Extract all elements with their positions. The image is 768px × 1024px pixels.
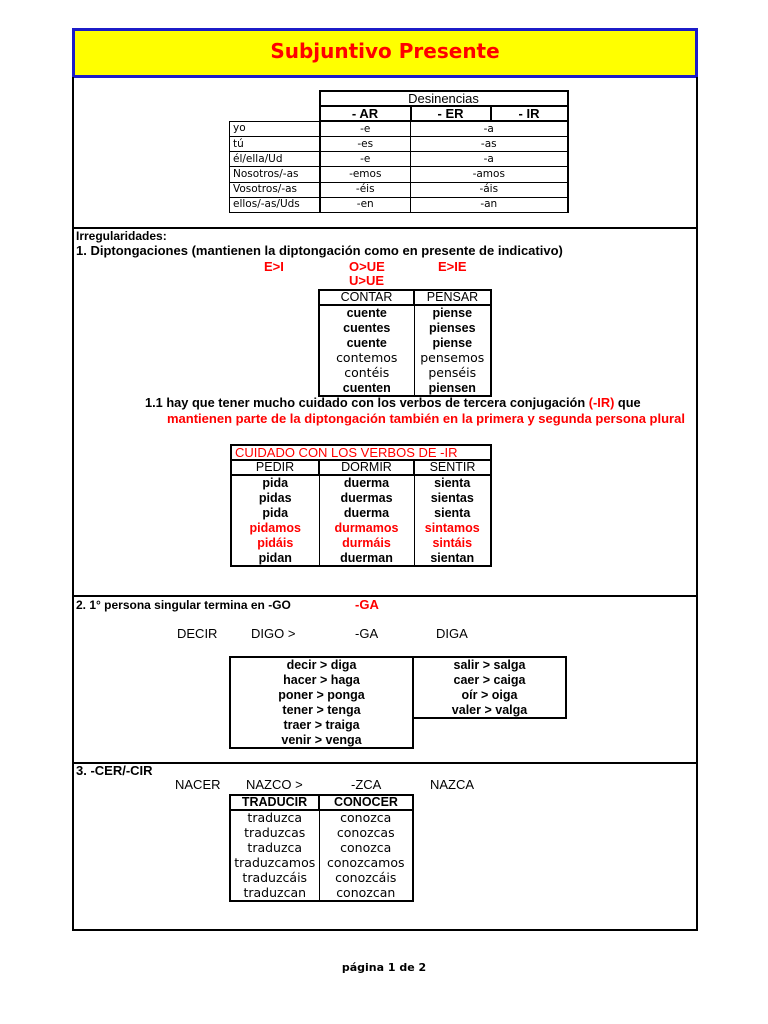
list-item: traer > traiga	[283, 718, 360, 732]
stem-change-label: O>UE	[349, 259, 385, 274]
list-item: tener > tenga	[282, 703, 361, 717]
stem-change-label: E>I	[264, 259, 284, 274]
table-row	[319, 351, 491, 366]
person-label: Nosotros/-as	[230, 167, 320, 182]
conjugation-cell: pida	[231, 505, 319, 520]
conjugation-cell: piense	[414, 305, 491, 320]
ending-er-ir: -as	[411, 137, 568, 152]
table-row	[230, 886, 413, 901]
example-infinitive: NACER	[175, 777, 221, 792]
example-subjunctive: NAZCA	[430, 777, 475, 792]
conjugation-cell: traduzcas	[230, 825, 319, 840]
example-subjunctive: DIGA	[436, 626, 468, 641]
conjugation-cell: sientas	[414, 490, 491, 505]
table-row	[231, 505, 491, 520]
column-header-contar: CONTAR	[319, 290, 414, 305]
table-row	[319, 320, 491, 335]
conjugation-cell: durmáis	[319, 536, 414, 551]
desinencias-table	[229, 90, 569, 213]
conjugation-cell: traduzca	[230, 840, 319, 855]
conjugation-cell: sientan	[414, 551, 491, 566]
conjugation-cell: conozcas	[319, 825, 413, 840]
table-row	[230, 856, 413, 871]
stem-change-label: U>UE	[349, 273, 385, 288]
conjugation-cell: conozca	[319, 840, 413, 855]
ending-er-ir: -a	[411, 121, 568, 136]
diptongaciones-title: 1. Diptongaciones (mantienen la diptongación como en presente de indicativo)	[76, 243, 563, 258]
conjugation-cell: sintáis	[414, 536, 491, 551]
ir-verbs-note	[145, 396, 641, 410]
column-header-ir: - IR	[491, 106, 568, 121]
conjugation-cell: duerma	[319, 475, 414, 490]
conjugation-cell: pidas	[231, 490, 319, 505]
conjugation-cell: duerman	[319, 551, 414, 566]
stem-change-label: E>IE	[438, 259, 467, 274]
ending-ar: -e	[320, 152, 411, 167]
conjugation-cell: duerma	[319, 505, 414, 520]
ending-ar: -en	[320, 197, 411, 212]
table-row	[230, 167, 568, 182]
table-row	[231, 536, 491, 551]
ending-er-ir: -an	[411, 197, 568, 212]
desinencias-header: Desinencias	[320, 91, 568, 106]
conjugation-cell: conozcáis	[319, 871, 413, 886]
conjugation-cell: sienta	[414, 505, 491, 520]
conjugation-cell: traduzca	[230, 810, 319, 825]
table-row	[231, 521, 491, 536]
person-label: él/ella/Ud	[230, 152, 320, 167]
conjugation-cell: cuente	[319, 335, 414, 350]
example-ending: -GA	[355, 626, 379, 641]
conjugation-cell: durmamos	[319, 521, 414, 536]
table-row	[319, 335, 491, 350]
column-header-sentir: SENTIR	[414, 460, 491, 475]
go-verbs-list-left	[229, 656, 414, 749]
conjugation-cell: penséis	[414, 366, 491, 381]
column-header-ar: - AR	[320, 106, 411, 121]
ending-er-ir: -a	[411, 152, 568, 167]
go-section-title: 2. 1° persona singular termina en -GO	[76, 598, 291, 612]
example-present: DIGO >	[251, 626, 296, 641]
conjugation-cell: pensemos	[414, 351, 491, 366]
ending-er-ir: -áis	[411, 182, 568, 197]
conjugation-cell: cuentes	[319, 320, 414, 335]
ending-ar: -e	[320, 121, 411, 136]
page-number: página 1 de 2	[341, 961, 427, 974]
conjugation-cell: cuenten	[319, 381, 414, 396]
column-header-er: - ER	[411, 106, 491, 121]
cer-cir-section-title: 3. -CER/-CIR	[76, 763, 153, 778]
table-row	[231, 490, 491, 505]
list-item: poner > ponga	[278, 688, 365, 702]
contar-pensar-table	[318, 289, 492, 397]
conjugation-cell: sienta	[414, 475, 491, 490]
list-item: caer > caiga	[453, 673, 526, 687]
page-title: Subjuntivo Presente	[270, 38, 500, 63]
table-row	[230, 137, 568, 152]
ending-ar: -emos	[320, 167, 411, 182]
conjugation-cell: piense	[414, 335, 491, 350]
conjugation-cell: pidamos	[231, 521, 319, 536]
conjugation-cell: pida	[231, 475, 319, 490]
ir-table-caption: CUIDADO CON LOS VERBOS DE -IR	[231, 445, 491, 460]
table-row	[230, 871, 413, 886]
go-verbs-list-right	[412, 656, 567, 719]
conjugation-cell: conozcan	[319, 886, 413, 901]
conjugation-cell: traduzcamos	[230, 856, 319, 871]
ending-er-ir: -amos	[411, 167, 568, 182]
example-infinitive: DECIR	[177, 626, 218, 641]
conjugation-cell: piensen	[414, 381, 491, 396]
table-row	[230, 810, 413, 825]
list-item: oír > oiga	[461, 688, 518, 702]
column-header-pensar: PENSAR	[414, 290, 491, 305]
note-highlight: (-IR)	[588, 395, 615, 410]
list-item: decir > diga	[286, 658, 357, 672]
person-label: tú	[230, 137, 320, 152]
table-row	[230, 825, 413, 840]
title-banner	[72, 28, 698, 78]
column-header-conocer: CONOCER	[319, 795, 413, 810]
empty-cell	[230, 106, 320, 121]
table-row	[319, 366, 491, 381]
table-row	[231, 475, 491, 490]
table-row	[319, 305, 491, 320]
table-row	[230, 152, 568, 167]
empty-cell	[230, 91, 320, 106]
example-ending: -ZCA	[351, 777, 382, 792]
conjugation-cell: pidan	[231, 551, 319, 566]
column-header-traducir: TRADUCIR	[230, 795, 319, 810]
table-row	[231, 551, 491, 566]
table-row	[230, 121, 568, 136]
section-divider	[72, 762, 698, 764]
conjugation-cell: contemos	[319, 351, 414, 366]
list-item: salir > salga	[453, 658, 526, 672]
ir-verbs-note-line2: mantienen parte de la diptongación también en la primera y segunda persona plural	[167, 411, 685, 426]
person-label: Vosotros/-as	[230, 182, 320, 197]
person-label: yo	[230, 121, 320, 136]
conjugation-cell: traduzcan	[230, 886, 319, 901]
go-ending-label: -GA	[355, 597, 379, 612]
note-text: 1.1 hay que tener mucho cuidado con los verbos de tercera conjugación	[145, 395, 589, 410]
section-heading: Irregularidades:	[76, 229, 167, 243]
conjugation-cell: conozca	[319, 810, 413, 825]
conjugation-cell: pidáis	[231, 536, 319, 551]
list-item: valer > valga	[451, 703, 528, 717]
table-row	[319, 381, 491, 396]
ending-ar: -éis	[320, 182, 411, 197]
column-header-dormir: DORMIR	[319, 460, 414, 475]
column-header-pedir: PEDIR	[231, 460, 319, 475]
ending-ar: -es	[320, 137, 411, 152]
conjugation-cell: sintamos	[414, 521, 491, 536]
table-row	[230, 197, 568, 212]
example-present: NAZCO >	[246, 777, 303, 792]
person-label: ellos/-as/Uds	[230, 197, 320, 212]
conjugation-cell: duermas	[319, 490, 414, 505]
section-divider	[72, 595, 698, 597]
table-row	[230, 840, 413, 855]
table-row	[230, 182, 568, 197]
note-text: que	[614, 395, 641, 410]
conjugation-cell: contéis	[319, 366, 414, 381]
conjugation-cell: cuente	[319, 305, 414, 320]
ir-verbs-table	[230, 444, 492, 567]
traducir-conocer-table	[229, 794, 414, 902]
conjugation-cell: conozcamos	[319, 856, 413, 871]
list-item: venir > venga	[281, 733, 362, 747]
list-item: hacer > haga	[283, 673, 360, 687]
conjugation-cell: traduzcáis	[230, 871, 319, 886]
conjugation-cell: pienses	[414, 320, 491, 335]
